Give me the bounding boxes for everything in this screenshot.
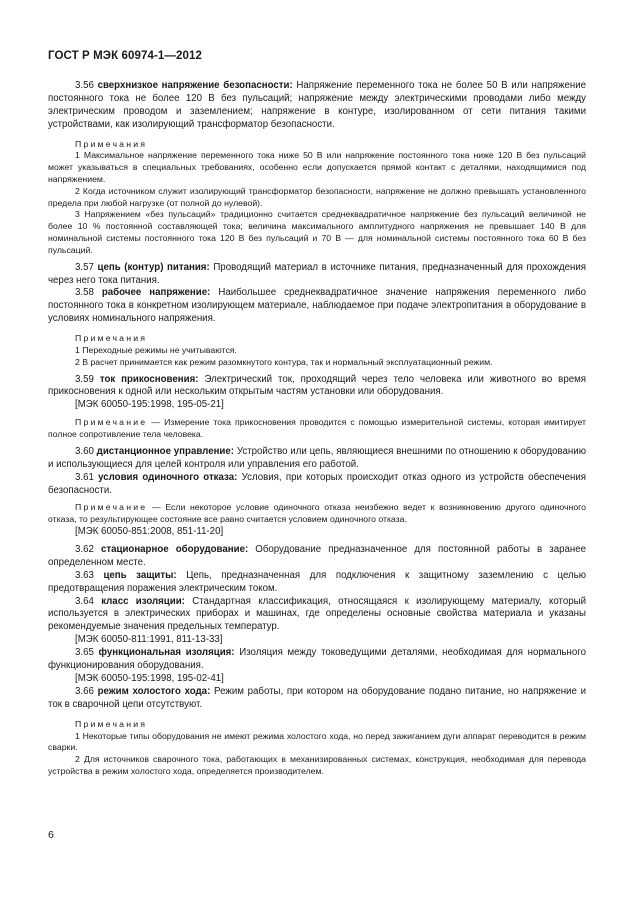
term-name: функциональная изоляция:: [98, 647, 235, 659]
term-number: 3.60: [75, 445, 94, 457]
term-name: класс изоляции:: [101, 595, 185, 607]
note-text: — Если некоторое условие одиночного отказа неизбежно ведет к возникновению другого одиночного отказа, то результирующее состояние все равно считается условием одиночного отказа.: [48, 502, 586, 525]
term-3-65: [48, 647, 586, 673]
term-name: режим холостого хода:: [97, 685, 211, 697]
term-number: 3.65: [75, 647, 94, 659]
term-3-57: [48, 262, 586, 288]
note-single: [48, 502, 586, 526]
term-definition: Электрический ток, проходящий через тело человека или животного во время прикосновения к одной или нескольким открытым частям установки или оборудования.: [48, 373, 587, 398]
reference: [МЭК 60050-195:1998, 195-02-41]: [75, 673, 224, 685]
note-label: Примечание: [75, 417, 148, 428]
notes-heading: Примечания: [75, 333, 148, 344]
term-definition: Стандартная классификация, относящаяся к изолирующему материалу, который используется в электрических приборах и машинах, где определены основные свойства материала и указаны рекомендуемые значения предельных температур.: [48, 595, 586, 633]
term-definition: Режим работы, при котором на оборудование подано питание, но напряжение и ток в сварочной цепи отсутствуют.: [48, 685, 586, 710]
term-3-60: [48, 446, 586, 472]
term-name: цепь защиты:: [103, 569, 177, 581]
term-number: 3.61: [75, 471, 94, 483]
term-3-61: [48, 472, 586, 498]
page-number: 6: [48, 829, 54, 841]
reference: [МЭК 60050-195:1998, 195-05-21]: [75, 399, 224, 411]
term-name: рабочее напряжение:: [101, 287, 211, 299]
note-item: 2 Для источников сварочного тока, работающих в механизированных системах, конструкция, необходимая для перевода устройства в режим холостого хода, определяется производителем.: [48, 754, 586, 776]
term-3-66: [48, 686, 586, 712]
term-definition: Устройство или цепь, являющиеся внешними по отношению к оборудованию и использующиеся для целей контроля или управления его работой.: [48, 445, 586, 470]
term-3-63: [48, 570, 586, 596]
term-number: 3.56: [75, 80, 94, 91]
note-item: 1 Переходные режимы не учитываются.: [75, 344, 237, 355]
term-definition: Проводящий материал в источнике питания, предназначенный для прохождения через него тока питания.: [48, 261, 586, 286]
term-definition: Изоляция между токоведущими деталями, необходимая для нормального функционирования оборудования.: [48, 647, 586, 672]
document-header: ГОСТ Р МЭК 60974-1—2012: [48, 50, 202, 62]
term-name: условия одиночного отказа:: [98, 471, 238, 483]
term-definition: Условия, при которых происходит отказ одного из устройств обеспечения безопасности.: [48, 471, 586, 496]
note-single: [48, 417, 586, 441]
note-item: 2 В расчет принимается как режим разомкнутого контура, так и нормальный эксплуатационный режим.: [75, 356, 493, 367]
note-label: Примечание: [75, 502, 148, 513]
term-number: 3.58: [75, 287, 94, 299]
term-definition: Напряжение переменного тока не более 50 В или напряжение постоянного тока не более 120 В без пульсаций; напряжение между электрическими проводами либо между электрическим проводом и заземлением; напряжение в контуре, изолированном от сети питания такими устройствами, как изолирующий трансформатор безопасности.: [48, 80, 586, 130]
term-3-56: [48, 80, 586, 132]
term-3-64: [48, 596, 586, 635]
notes-heading: Примечания: [75, 138, 148, 149]
term-number: 3.62: [75, 543, 94, 555]
term-number: 3.57: [75, 261, 94, 273]
note-item: 2 Когда источником служит изолирующий трансформатор безопасности, напряжение не должно превышать установленного предела при любой нагрузке (от полной до нулевой).: [48, 185, 586, 208]
term-name: цепь (контур) питания:: [97, 261, 210, 273]
term-number: 3.66: [75, 685, 94, 697]
term-definition: Цепь, предназначенная для подключения к защитному заземлению с целью предотвращения поражения электрическим током.: [48, 569, 586, 594]
note-item: 1 Максимальное напряжение переменного тока ниже 50 В или напряжение постоянного тока ниже 120 В без пульсаций может указываться в специальных требованиях, особенно если допускается прямой контакт с деталями, находящимися под напряжением.: [48, 150, 586, 185]
document-body: [48, 80, 586, 778]
notes-heading: Примечания: [75, 718, 148, 729]
term-definition: Оборудование предназначенное для постоянной работы в заранее определенном месте.: [48, 543, 586, 568]
term-number: 3.59: [75, 373, 94, 385]
term-name: стационарное оборудование:: [100, 543, 249, 555]
term-name: сверхнизкое напряжение безопасности:: [97, 80, 293, 91]
reference: [МЭК 60050-851:2008, 851-11-20]: [75, 526, 224, 538]
term-name: ток прикосновения:: [99, 373, 199, 385]
note-item: 3 Напряжением «без пульсаций» традиционно считается среднеквадратичное напряжение без пульсаций величиной не более 10 % постоянной составляющей тока; величина максимального амплитудного напряжения не превышает 140 В для номинальной системы постоянного тока 120 В без пульсаций и 70 В — для номинальной системы постоянного тока 60 В без пульсаций.: [48, 209, 586, 255]
term-3-59: [48, 374, 586, 400]
term-3-62: [48, 544, 586, 570]
term-number: 3.63: [75, 569, 94, 581]
term-name: дистанционное управление:: [96, 445, 234, 457]
note-text: — Измерение тока прикосновения проводится с помощью измерительной системы, которая имитирует полное сопротивление тела человека.: [48, 417, 586, 440]
reference: [МЭК 60050-811:1991, 811-13-33]: [75, 634, 223, 646]
term-3-58: [48, 287, 586, 326]
note-item: 1 Некоторые типы оборудования не имеют режима холостого хода, но перед зажиганием дуги аппарат переводится в режим сварки.: [48, 730, 586, 753]
term-number: 3.64: [75, 595, 94, 607]
term-definition: Наибольшее среднеквадратичное значение напряжения переменного либо постоянного тока в конкретном изолирующем материале, наблюдаемое при подаче электропитания в оборудование в условиях номинального напряжения.: [48, 287, 587, 325]
